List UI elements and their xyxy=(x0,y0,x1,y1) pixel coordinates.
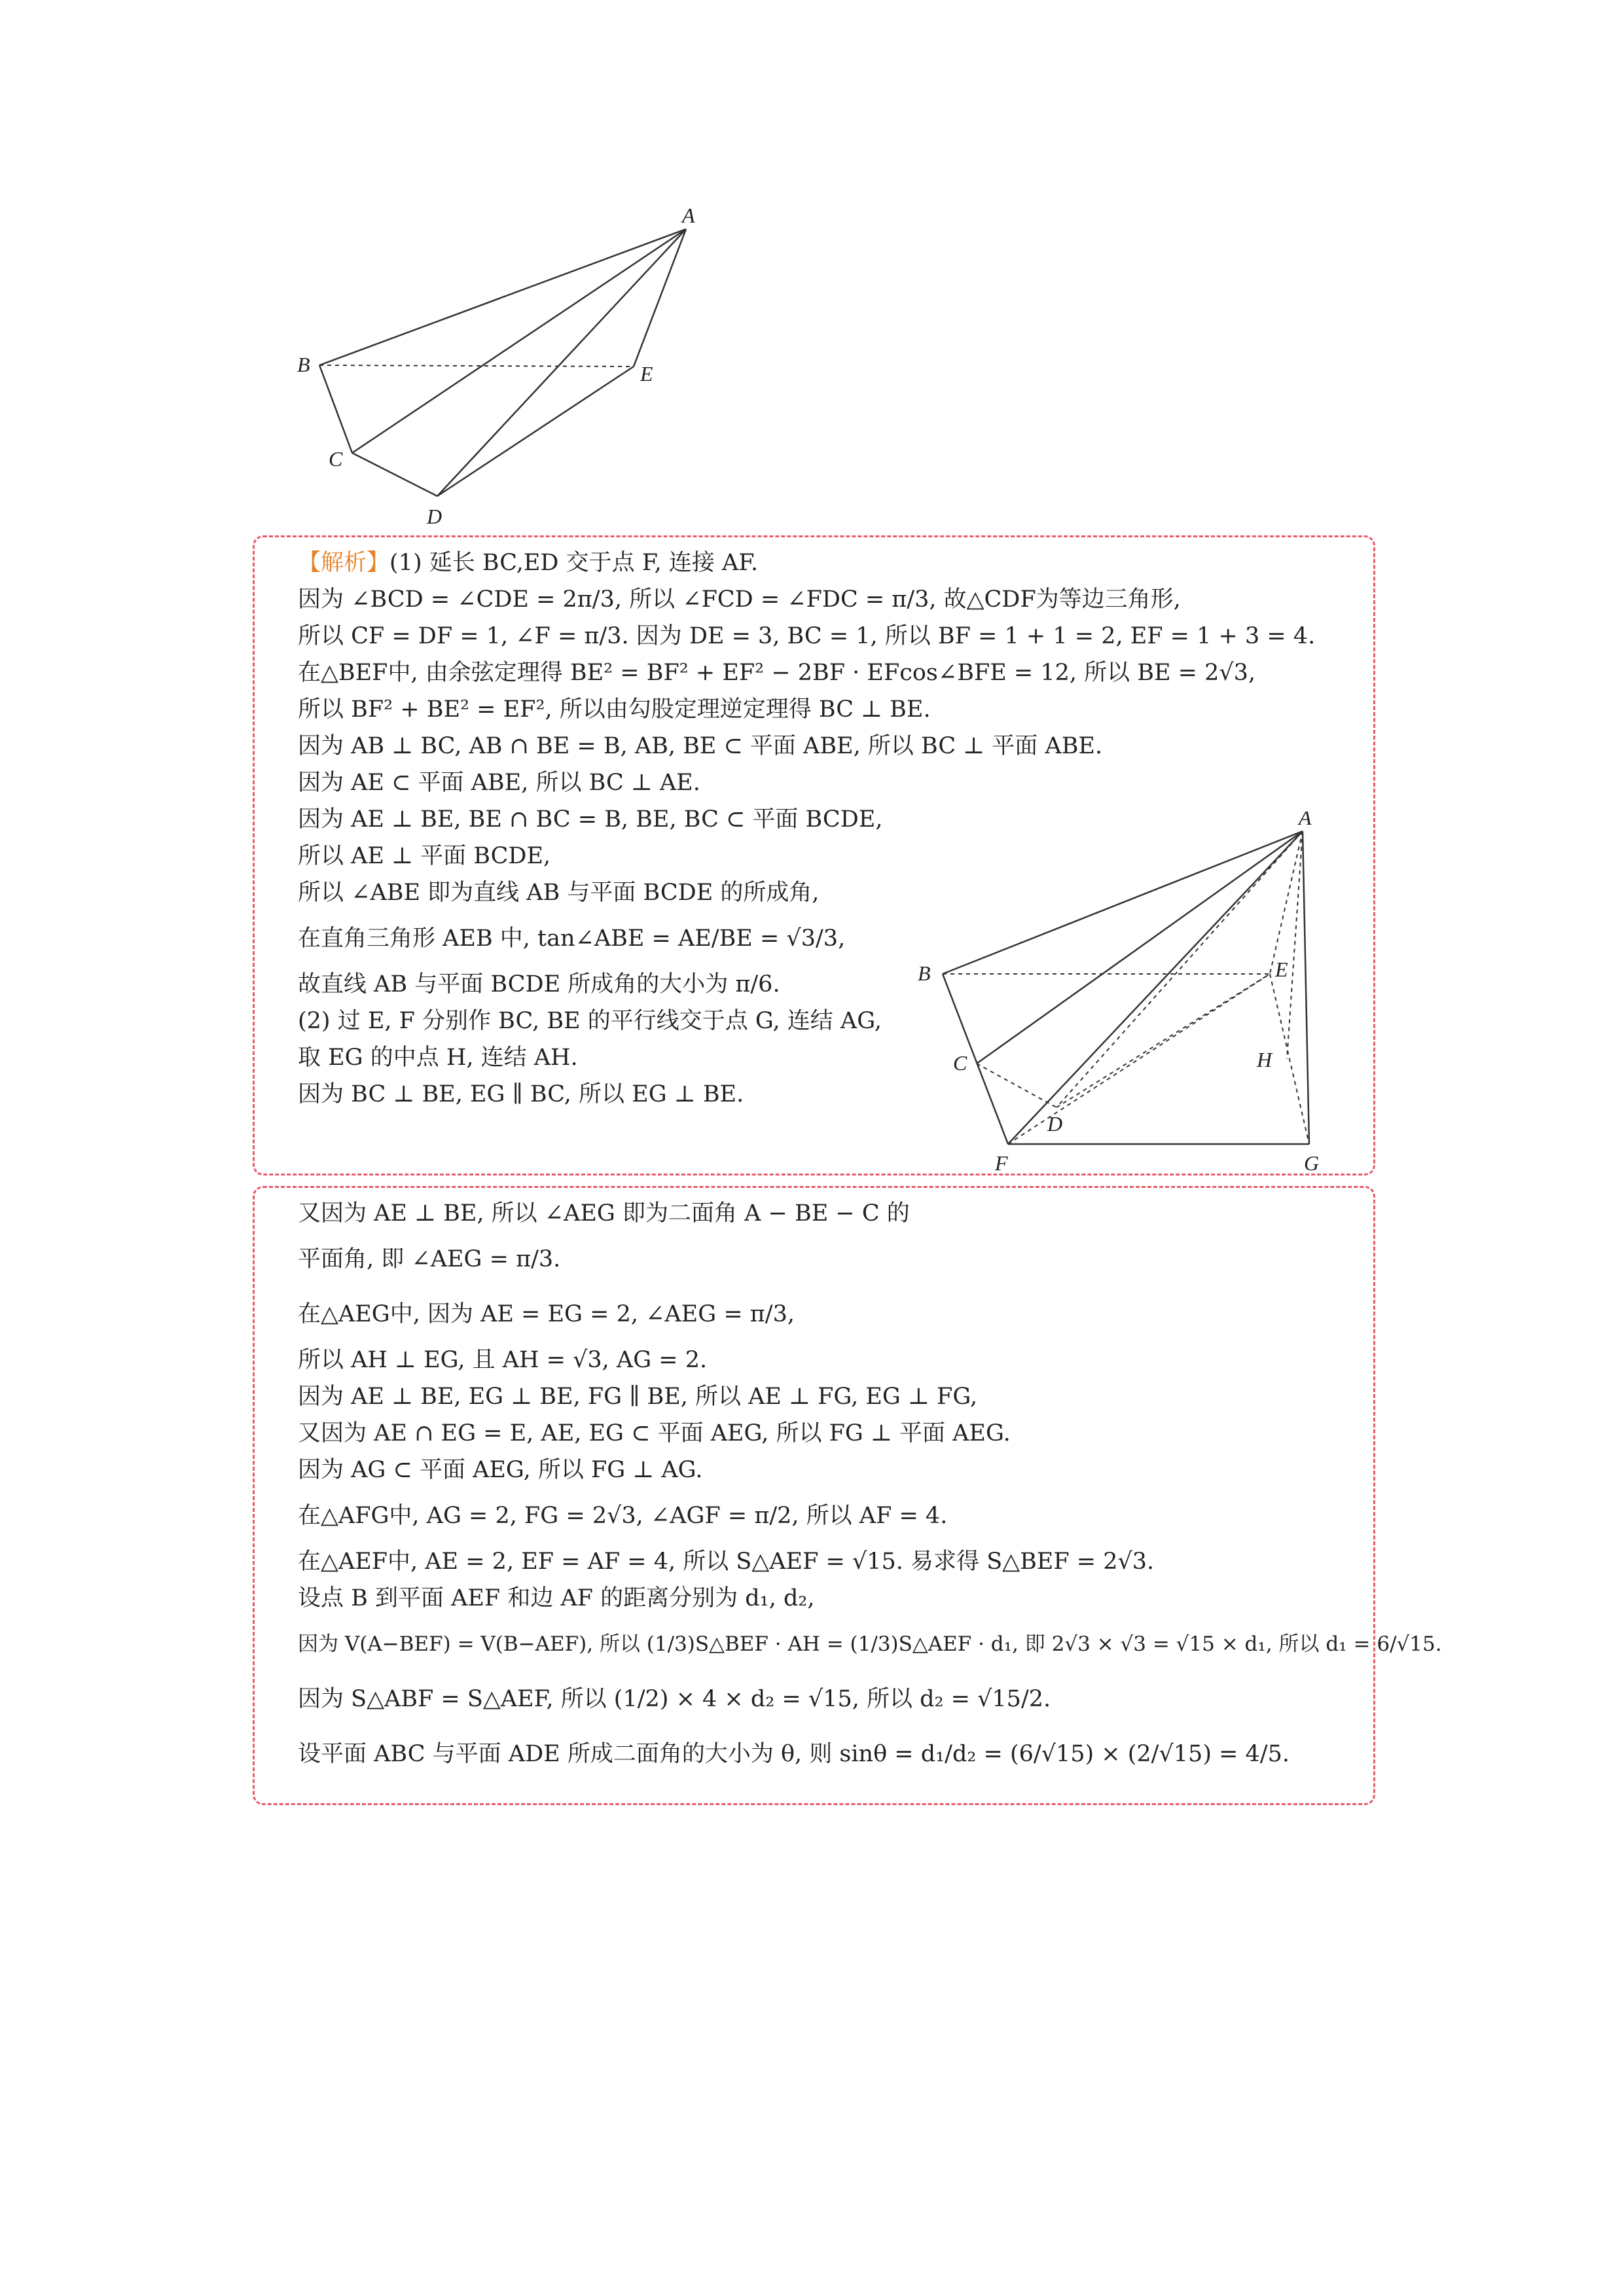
label-f: F xyxy=(995,1151,1008,1175)
solution-line: 所以 AE ⊥ 平面 BCDE, xyxy=(298,843,551,869)
figure-2-construction xyxy=(916,812,1362,1178)
solution-line: 所以 ∠ABE 即为直线 AB 与平面 BCDE 的所成角, xyxy=(298,880,820,906)
solution-line: 所以 AH ⊥ EG, 且 AH = √3, AG = 2. xyxy=(298,1347,708,1373)
label-b: B xyxy=(918,961,931,985)
solution-line: 所以 CF = DF = 1, ∠F = π/3. 因为 DE = 3, BC = 1, 所以 BF = 1 + 1 = 2, EF = 1 + 3 = 4. xyxy=(298,623,1316,649)
label-a: A xyxy=(682,204,695,227)
edge-cd xyxy=(352,453,437,496)
label-c: C xyxy=(953,1051,967,1075)
label-a: A xyxy=(1299,812,1312,829)
solution-line: 因为 AB ⊥ BC, AB ∩ BE = B, AB, BE ⊂ 平面 ABE, 所以 BC ⊥ 平面 ABE. xyxy=(298,733,1103,759)
label-e: E xyxy=(640,362,653,386)
edge-ac xyxy=(977,831,1303,1064)
solution-line: 因为 AE ⊥ BE, EG ⊥ BE, FG ∥ BE, 所以 AE ⊥ FG, EG ⊥ FG, xyxy=(298,1384,978,1410)
label-h: H xyxy=(1257,1048,1272,1071)
edge-ac xyxy=(352,229,686,453)
solution-line: (2) 过 E, F 分别作 BC, BE 的平行线交于点 G, 连结 AG, xyxy=(298,1008,882,1034)
solution-line: 在△AFG中, AG = 2, FG = 2√3, ∠AGF = π/2, 所以 AF = 4. xyxy=(298,1503,948,1529)
solution-text: (1) 延长 BC,ED 交于点 F, 连接 AF. xyxy=(389,550,759,576)
solution-line: 平面角, 即 ∠AEG = π/3. xyxy=(298,1246,561,1272)
solution-line: 在直角三角形 AEB 中, tan∠ABE = AE/BE = √3/3, xyxy=(298,925,846,952)
label-d: D xyxy=(1047,1112,1063,1136)
edge-af xyxy=(1008,831,1303,1144)
solution-line: 取 EG 的中点 H, 连结 AH. xyxy=(298,1045,578,1071)
solution-line: 所以 BF² + BE² = EF², 所以由勾股定理逆定理得 BC ⊥ BE. xyxy=(298,696,931,723)
edge-de-hidden xyxy=(1056,974,1270,1107)
edge-bc xyxy=(319,365,352,453)
solution-line: 因为 AE ⊂ 平面 ABE, 所以 BC ⊥ AE. xyxy=(298,770,700,796)
solution-line: 因为 S△ABF = S△AEF, 所以 (1/2) × 4 × d₂ = √15, 所以 d₂ = √15/2. xyxy=(298,1686,1051,1712)
solution-line: 在△AEG中, 因为 AE = EG = 2, ∠AEG = π/3, xyxy=(298,1301,795,1327)
edge-eg-hidden xyxy=(1270,974,1309,1144)
solution-line: 又因为 AE ⊥ BE, 所以 ∠AEG 即为二面角 A − BE − C 的 xyxy=(298,1200,910,1227)
solution-line: 故直线 AB 与平面 BCDE 所成角的大小为 π/6. xyxy=(298,971,780,997)
solution-line: 在△BEF中, 由余弦定理得 BE² = BF² + EF² − 2BF · EFcos∠BFE = 12, 所以 BE = 2√3, xyxy=(298,660,1256,686)
edge-ab xyxy=(319,229,686,365)
edge-ab xyxy=(943,831,1303,974)
label-e: E xyxy=(1275,958,1288,981)
solution-line: 在△AEF中, AE = 2, EF = AF = 4, 所以 S△AEF = √15. 易求得 S△BEF = 2√3. xyxy=(298,1549,1155,1575)
solution-part-2 xyxy=(298,1195,1442,1782)
edge-ag xyxy=(1303,831,1309,1144)
edge-be-hidden xyxy=(319,365,634,367)
solution-heading: 【解析】 xyxy=(298,550,390,576)
edge-ae xyxy=(634,229,686,367)
solution-line: 因为 ∠BCD = ∠CDE = 2π/3, 所以 ∠FCD = ∠FDC = π/3, 故△CDF为等边三角形, xyxy=(298,586,1181,613)
label-d: D xyxy=(427,505,442,528)
solution-line: 设平面 ABC 与平面 ADE 所成二面角的大小为 θ, 则 sinθ = d₁/d₂ = (6/√15) × (2/√15) = 4/5. xyxy=(298,1741,1290,1767)
solution-line: 因为 AG ⊂ 平面 AEG, 所以 FG ⊥ AG. xyxy=(298,1457,703,1483)
solution-line: 又因为 AE ∩ EG = E, AE, EG ⊂ 平面 AEG, 所以 FG ⊥ 平面 AEG. xyxy=(298,1420,1011,1446)
edge-cd-hidden xyxy=(977,1064,1056,1107)
solution-line xyxy=(298,545,1293,581)
solution-line: 因为 BC ⊥ BE, EG ∥ BC, 所以 EG ⊥ BE. xyxy=(298,1081,744,1107)
figure-1-pyramid xyxy=(281,196,727,537)
edge-bf xyxy=(943,974,1008,1144)
label-g: G xyxy=(1304,1151,1320,1175)
solution-line: 因为 V(A−BEF) = V(B−AEF), 所以 (1/3)S△BEF · AH = (1/3)S△AEF · d₁, 即 2√3 × √3 = √15 × d₁, 所以 d₁ = 6/√15. xyxy=(298,1632,1442,1656)
solution-line: 设点 B 到平面 AEF 和边 AF 的距离分别为 d₁, d₂, xyxy=(298,1585,815,1611)
edge-de xyxy=(437,367,634,496)
label-b: B xyxy=(297,353,310,376)
label-c: C xyxy=(329,447,343,471)
solution-line: 因为 AE ⊥ BE, BE ∩ BC = B, BE, BC ⊂ 平面 BCDE, xyxy=(298,806,883,833)
